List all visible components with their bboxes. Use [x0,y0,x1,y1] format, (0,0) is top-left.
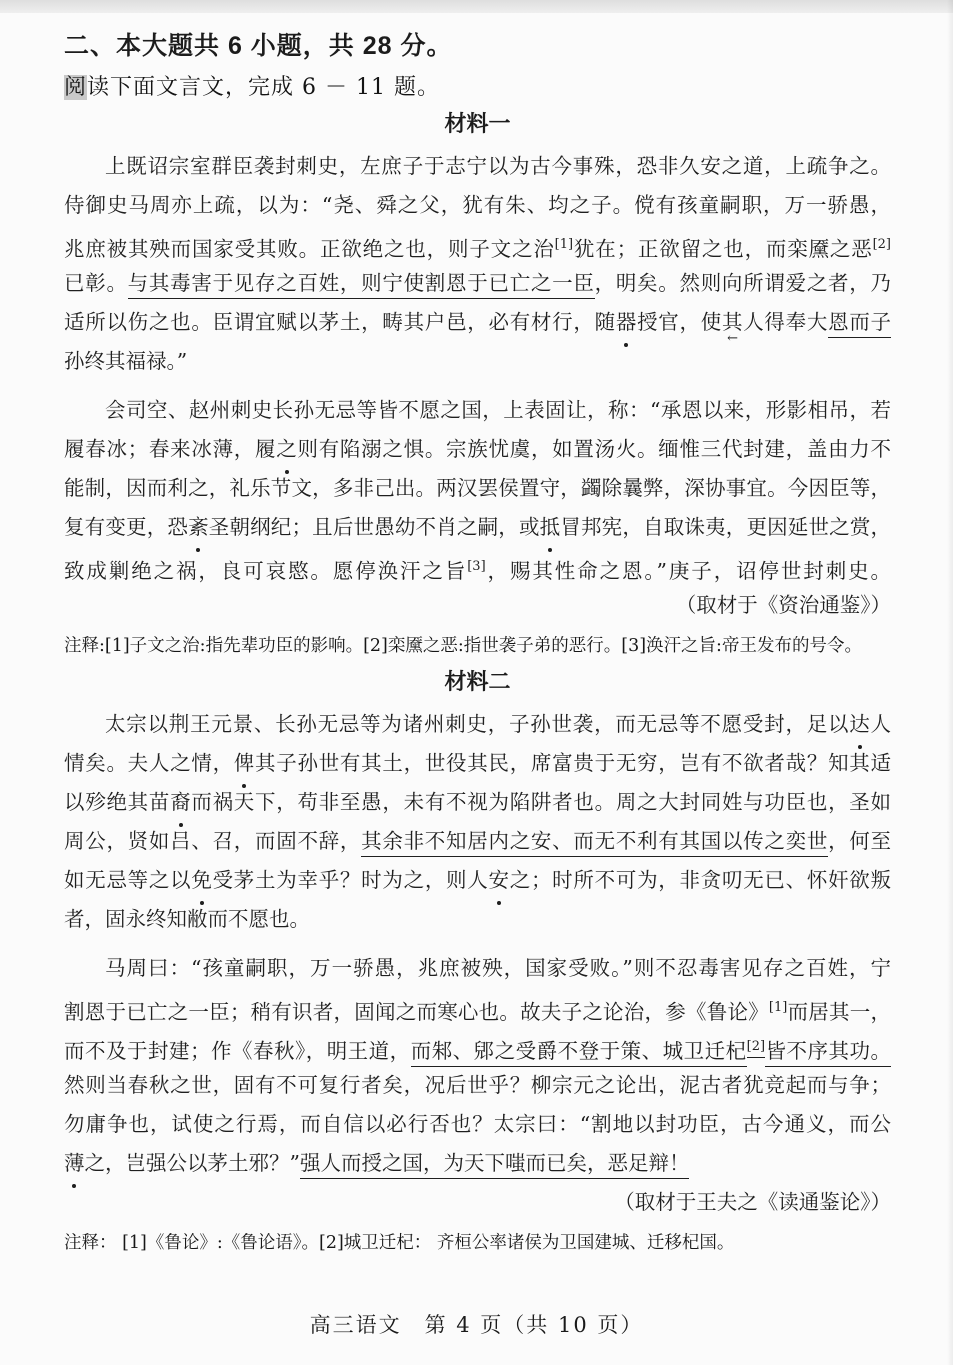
passage-segment-s: [2] [872,237,892,252]
passage-segment-a: 其 ← [722,310,743,334]
passage-segment-u: 而邾、郳之受爵不登于策、城卫迁杞 [411,1039,747,1067]
passage-line [64,430,891,469]
material-2-title: 材料二 [444,669,511,694]
passage-segment: 然则当春秋之世，固有不可复行者矣，况后世乎？柳宗元之论出，泥古者犹竞起而与争； [64,1073,891,1097]
passage-segment: 太宗以荆王元景、长孙无忌等为诸州刺史，子孙世袭，而无忌等不愿受封，足以 [105,712,850,736]
passage-segment: 其子孙世有其土，世役其民，席富贵于无穷，岂有不欲者哉？知其适 [255,751,892,775]
passage-line [64,822,891,861]
passage-line [64,783,891,822]
passage-segment: 孙终其福禄。” [64,349,188,373]
passage-segment: ，赐其性命之恩。”庚子，诏停世封刺史。 [485,559,892,583]
passage-segment: 则有陷溺之惧。宗族忧虞，如置汤火。缅惟三代封建，盖由力不 [297,437,892,461]
passage-segment: 兆庶被其殃而国家受其败。正欲绝之也，则子文之治 [64,237,555,261]
material-1-passage [64,147,891,625]
passage-line [64,861,891,900]
passage-line [64,1144,891,1183]
scan-top-band [0,0,953,13]
passage-line [64,744,891,783]
passage-segment: 适所以伤之也。臣谓宜赋以茅土，畴其户邑，必有材行，随 [64,310,616,334]
passage-segment: 受茅土为幸乎？时为之，则人 [212,868,489,892]
passage-segment-d: 俾 [233,751,256,775]
material-1-notes: 注释:[1]子文之治:指先辈功臣的影响。[2]栾黡之恶:指世袭子弟的恶行。[3]涣汗之旨:帝王发布的号令。 [64,636,862,656]
passage-line [64,1183,891,1222]
material-2-notes: 注释： [1]《鲁论》:《鲁论语》。[2]城卫迁杞： 齐桓公率诸侯为卫国建城、迁移杞国。 [64,1233,735,1253]
passage-segment: 人 [870,712,891,736]
passage-line [64,586,891,625]
passage-line [64,705,891,744]
material-2-section [64,667,891,1258]
passage-segment: 之，岂强公以茅土邪？” [84,1151,300,1175]
passage-segment-d: 达 [849,712,871,736]
passage-line [64,147,891,186]
passage-segment: 而不及于封建；作《春秋》，明王道， [64,1039,411,1063]
material-1-section [64,109,891,661]
passage-segment-d: 免 [191,868,213,892]
passage-segment: 割恩于已亡之一臣；稍有识者，固闻之而寒心也。故夫子之论治，参《鲁论》 [64,1000,769,1024]
page-content [64,13,891,1258]
passage-segment-d: 抵 [539,515,561,539]
passage-segment-u: 与其毒害于见存之百姓，则宁使割恩于已亡之一臣 [128,271,595,299]
passage-line [64,1066,891,1105]
passage-line [64,303,891,342]
passage-segment: ，何至 [828,829,892,853]
passage-line [64,900,891,939]
passage-segment: 而居其一， [787,1000,892,1024]
passage-segment: 以殄绝其苗 [64,790,171,814]
passage-paragraph [64,147,891,381]
passage-line [64,469,891,508]
passage-segment-d: 之 [276,437,298,461]
passage-segment-d: 薄 [64,1151,85,1175]
passage-segment: 周公，贤如吕、召，而固不辞， [64,829,362,853]
passage-segment: （取材于王夫之《读通鉴论》） [614,1190,891,1214]
passage-line [64,264,891,303]
passage-segment: 圣朝纲纪；且后世愚幼不肖之嗣，或 [208,515,540,539]
passage-segment: 履春冰；春来冰薄，履 [64,437,277,461]
passage-segment: 上既诏宗室群臣袭封刺史，左庶子于志宁以为古今事殊，恐非久安之道，上疏争之。 [105,154,891,178]
passage-segment: 犹在；正欲留之也，而栾黡之恶 [573,237,873,261]
passage-segment: 授官，使 [637,310,722,334]
passage-line [64,1027,891,1066]
passage-segment-d: 安 [488,868,510,892]
passage-line [64,988,891,1027]
passage-segment: 会司空、赵州刺史长孙无忌等皆不愿之国，上表固让，称：“承恩以来，形影相吊，若 [105,398,891,422]
section-heading: 二、本大题共 6 小题，共 28 分。 [64,32,453,60]
passage-paragraph [64,705,891,939]
passage-segment: 而祸天下，苟非至愚，未有不视为陷阱者也。周之大封同姓与功臣也，圣如 [191,790,892,814]
page-footer: 高三语文 第 4 页（共 10 页） [309,1313,644,1337]
passage-segment: 致成剿绝之祸，良可哀愍。愿停涣汗之旨 [64,559,468,583]
scan-right-edge [947,0,953,1365]
instruction-text: 读下面文言文，完成 6 － 11 题。 [87,75,440,100]
passage-paragraph [64,949,891,1222]
passage-segment: 勿庸争也，试使之行焉，而自信以必行否也？太宗曰：“割地以封功臣，古今通义，而公 [64,1112,891,1136]
passage-segment-u: 恩而子 [828,310,891,338]
passage-segment-u: 皆不序其功。 [765,1039,891,1067]
passage-segment: （取材于《资治通鉴》） [675,593,891,617]
passage-segment: 复有变更，恐 [64,515,189,539]
passage-segment-s: [3] [467,559,486,574]
passage-segment: 马周曰：“孩童嗣职，万一骄愚，兆庶被殃，国家受败。”则不忍毒害见存之百姓，宁 [105,956,891,980]
passage-paragraph [64,391,891,625]
passage-segment: 已彰。 [64,271,128,295]
passage-segment: 侍御史马周亦上疏，以为：“尧、舜之父，犹有朱、均之子。傥有孩童嗣职，万一骄愚， [64,193,891,217]
passage-segment-u: 强人而授之国，为天下嗤而已矣，恶足辩！ [300,1151,690,1179]
passage-line [64,949,891,988]
passage-segment: 情矣。夫人之情， [64,751,234,775]
material-1-title: 材料一 [444,111,511,136]
scan-highlight-char: 阅 [64,75,88,100]
passage-line [64,508,891,547]
passage-segment: 如无忌等之以 [64,868,192,892]
passage-line [64,547,891,586]
instruction-line [64,73,891,103]
passage-segment: 者，固永终知敝而不愿也。 [64,907,310,931]
passage-segment: 冒邦宪，自取诛夷，更因延世之赏， [560,515,892,539]
passage-line [64,342,891,381]
passage-segment: 能制，因而利之，礼乐节文，多非己出。两汉罢侯置守，蠲除曩弊，深协事宜。今因臣等， [64,476,891,500]
passage-segment-s: [1] [554,237,574,252]
passage-segment-s: [1] [768,1000,788,1015]
passage-segment-u: 其余非不知居内之安、而无不利有其国以传之奕世 [361,829,828,857]
passage-line [64,225,891,264]
passage-segment: 之；时所不可为，非贪叨无已、怀奸欲叛 [509,868,892,892]
passage-segment: 人得奉大 [743,310,829,334]
passage-line [64,391,891,430]
passage-segment: ，明矣。然则向所谓爱之者，乃 [594,271,892,295]
material-2-passage [64,705,891,1222]
passage-segment-d: 器 [615,310,638,334]
passage-segment-d: 紊 [188,515,209,539]
passage-segment-us: [2] [747,1039,765,1058]
passage-segment-d: 裔 [170,790,192,814]
passage-line [64,186,891,225]
passage-line [64,1105,891,1144]
